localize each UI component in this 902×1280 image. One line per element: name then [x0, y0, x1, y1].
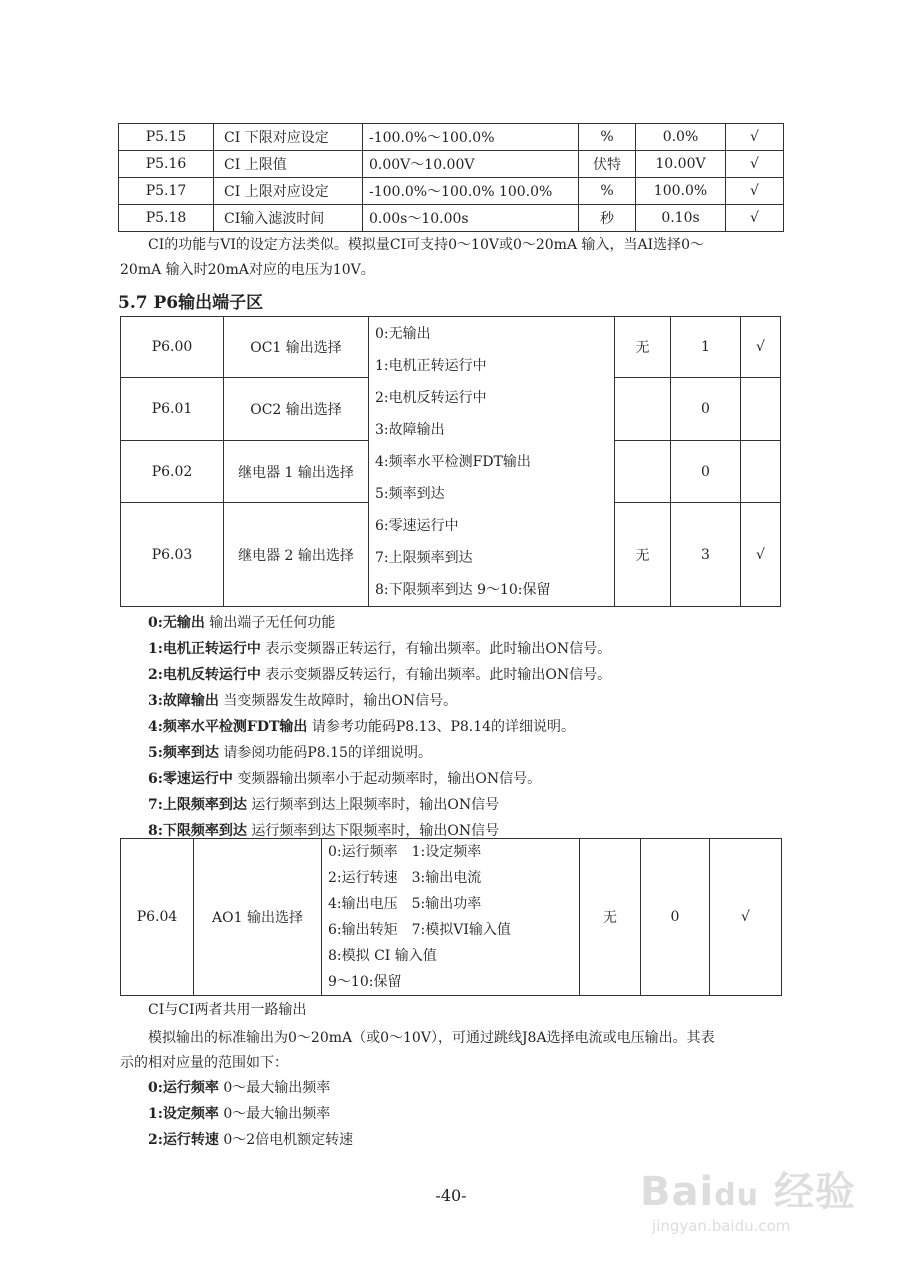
param-unit: % [579, 178, 636, 205]
option-term: 5:频率到达 [148, 745, 219, 761]
option-item: 4:频率水平检测FDT输出 [375, 453, 531, 470]
option-description: 表示变频器正转运行，有输出频率。此时输出ON信号。 [260, 641, 612, 657]
description-line [148, 1077, 330, 1097]
param-name: 继电器 1 输出选择 [224, 441, 369, 503]
param-modifiable: √ [726, 151, 784, 178]
param-name: AO1 输出选择 [194, 839, 322, 996]
param-modifiable: √ [710, 839, 782, 996]
param-code: P5.16 [119, 151, 214, 178]
option-term: 4:频率水平检测FDT输出 [148, 719, 308, 735]
parameter-table-p6-04 [120, 838, 782, 996]
option-term: 6:零速运行中 [148, 771, 233, 787]
description-line [148, 1103, 330, 1123]
param-default: 1 [671, 317, 741, 378]
param-code: P6.00 [121, 317, 224, 378]
param-default: 100.0% [636, 178, 726, 205]
param-name: CI 上限对应设定 [214, 178, 363, 205]
option-item: 2:运行转速 3:输出电流 [328, 870, 482, 886]
param-modifiable: √ [726, 178, 784, 205]
parameter-table-p6 [120, 316, 781, 607]
param-range: 0.00s～10.00s [363, 205, 579, 232]
description-line [148, 1129, 353, 1149]
param-code: P5.18 [119, 205, 214, 232]
param-modifiable: √ [741, 317, 781, 378]
param-default: 0 [671, 378, 741, 441]
param-name: 继电器 2 输出选择 [224, 503, 369, 607]
param-unit [615, 441, 671, 503]
param-code: P6.01 [121, 378, 224, 441]
option-term: 1:电机正转运行中 [148, 641, 261, 657]
param-unit: 秒 [579, 205, 636, 232]
description-line [148, 690, 457, 710]
parameter-table-p5 [118, 123, 784, 232]
option-item: 0:运行频率 1:设定频率 [328, 844, 482, 860]
param-code: P5.15 [119, 124, 214, 151]
param-modifiable: √ [726, 124, 784, 151]
param-options [322, 839, 580, 996]
baidu-watermark-logo: Baidu 经验 jingyan.baidu.com [640, 1169, 856, 1235]
param-unit: 无 [580, 839, 641, 996]
paragraph-line: 示的相对应量的范围如下： [120, 1055, 288, 1071]
description-line [148, 768, 541, 788]
table-row [121, 317, 781, 378]
option-item: 8:模拟 CI 输入值 [328, 948, 437, 964]
paragraph-line: CI的功能与VI的设定方法类似。模拟量CI可支持0～10V或0～20mA 输入，当AI选择0～ [148, 237, 705, 253]
paragraph-line: 20mA 输入时20mA对应的电压为10V。 [120, 262, 375, 278]
option-description: 0～最大输出频率 [218, 1106, 331, 1122]
option-description: 当变频器发生故障时，输出ON信号。 [218, 693, 458, 709]
paragraph-line: 模拟输出的标准输出为0～20mA（或0～10V），可通过跳线J8A选择电流或电压输出。其表 [148, 1030, 715, 1046]
option-item: 7:上限频率到达 [375, 549, 473, 566]
option-description: 运行频率到达下限频率时，输出ON信号 [246, 823, 500, 839]
description-line [148, 716, 575, 736]
param-range: -100.0%～100.0% 100.0% [363, 178, 579, 205]
param-unit: 无 [615, 503, 671, 607]
section-heading: 5.7 P6输出端子区 [118, 293, 264, 313]
param-modifiable: √ [741, 503, 781, 607]
paragraph-line: CI与CI两者共用一路输出 [148, 1002, 307, 1018]
option-item: 9～10:保留 [328, 974, 402, 990]
option-term: 1:设定频率 [148, 1106, 219, 1122]
table-row [119, 205, 784, 232]
param-modifiable [741, 441, 781, 503]
param-unit: % [579, 124, 636, 151]
option-item: 0:无输出 [375, 325, 431, 342]
option-term: 0:无输出 [148, 615, 205, 631]
param-modifiable [741, 378, 781, 441]
param-default: 3 [671, 503, 741, 607]
option-item: 4:输出电压 5:输出功率 [328, 896, 482, 912]
description-line [148, 664, 611, 684]
param-default: 10.00V [636, 151, 726, 178]
option-item: 3:故障输出 [375, 421, 445, 438]
option-description: 表示变频器反转运行，有输出频率。此时输出ON信号。 [260, 667, 612, 683]
option-item: 5:频率到达 [375, 485, 445, 502]
param-code: P6.03 [121, 503, 224, 607]
option-term: 2:运行转速 [148, 1132, 219, 1148]
description-line [148, 820, 499, 840]
option-item: 1:电机正转运行中 [375, 357, 487, 374]
page-number: -40- [435, 1186, 467, 1205]
param-name: CI 上限值 [214, 151, 363, 178]
description-line [148, 612, 335, 632]
option-term: 3:故障输出 [148, 693, 219, 709]
param-unit: 无 [615, 317, 671, 378]
description-line [148, 742, 432, 762]
param-default: 0.0% [636, 124, 726, 151]
option-item: 6:输出转矩 7:模拟VI输入值 [328, 922, 511, 938]
table-row [119, 124, 784, 151]
param-name: CI输入滤波时间 [214, 205, 363, 232]
option-description: 0～2倍电机额定转速 [218, 1132, 354, 1148]
option-term: 8:下限频率到达 [148, 823, 247, 839]
option-description: 输出端子无任何功能 [204, 615, 336, 631]
param-unit: 伏特 [579, 151, 636, 178]
param-name: CI 下限对应设定 [214, 124, 363, 151]
param-unit [615, 378, 671, 441]
param-range: 0.00V～10.00V [363, 151, 579, 178]
option-item: 8:下限频率到达 9～10:保留 [375, 581, 551, 598]
option-description: 请参阅功能码P8.15的详细说明。 [218, 745, 432, 761]
option-description: 请参考功能码P8.13、P8.14的详细说明。 [307, 719, 576, 735]
param-default: 0.10s [636, 205, 726, 232]
param-code: P6.04 [121, 839, 194, 996]
description-line [148, 638, 611, 658]
option-term: 2:电机反转运行中 [148, 667, 261, 683]
option-term: 7:上限频率到达 [148, 797, 247, 813]
param-default: 0 [671, 441, 741, 503]
option-description: 运行频率到达上限频率时，输出ON信号 [246, 797, 500, 813]
param-name: OC1 输出选择 [224, 317, 369, 378]
option-description: 0～最大输出频率 [218, 1080, 331, 1096]
table-row [119, 178, 784, 205]
description-line [148, 794, 499, 814]
param-code: P5.17 [119, 178, 214, 205]
param-options [369, 317, 615, 607]
param-range: -100.0%～100.0% [363, 124, 579, 151]
param-code: P6.02 [121, 441, 224, 503]
option-description: 变频器输出频率小于起动频率时，输出ON信号。 [232, 771, 542, 787]
option-item: 6:零速运行中 [375, 517, 459, 534]
param-default: 0 [641, 839, 710, 996]
param-name: OC2 输出选择 [224, 378, 369, 441]
option-term: 0:运行频率 [148, 1080, 219, 1096]
table-row [119, 151, 784, 178]
option-item: 2:电机反转运行中 [375, 389, 487, 406]
param-modifiable: √ [726, 205, 784, 232]
